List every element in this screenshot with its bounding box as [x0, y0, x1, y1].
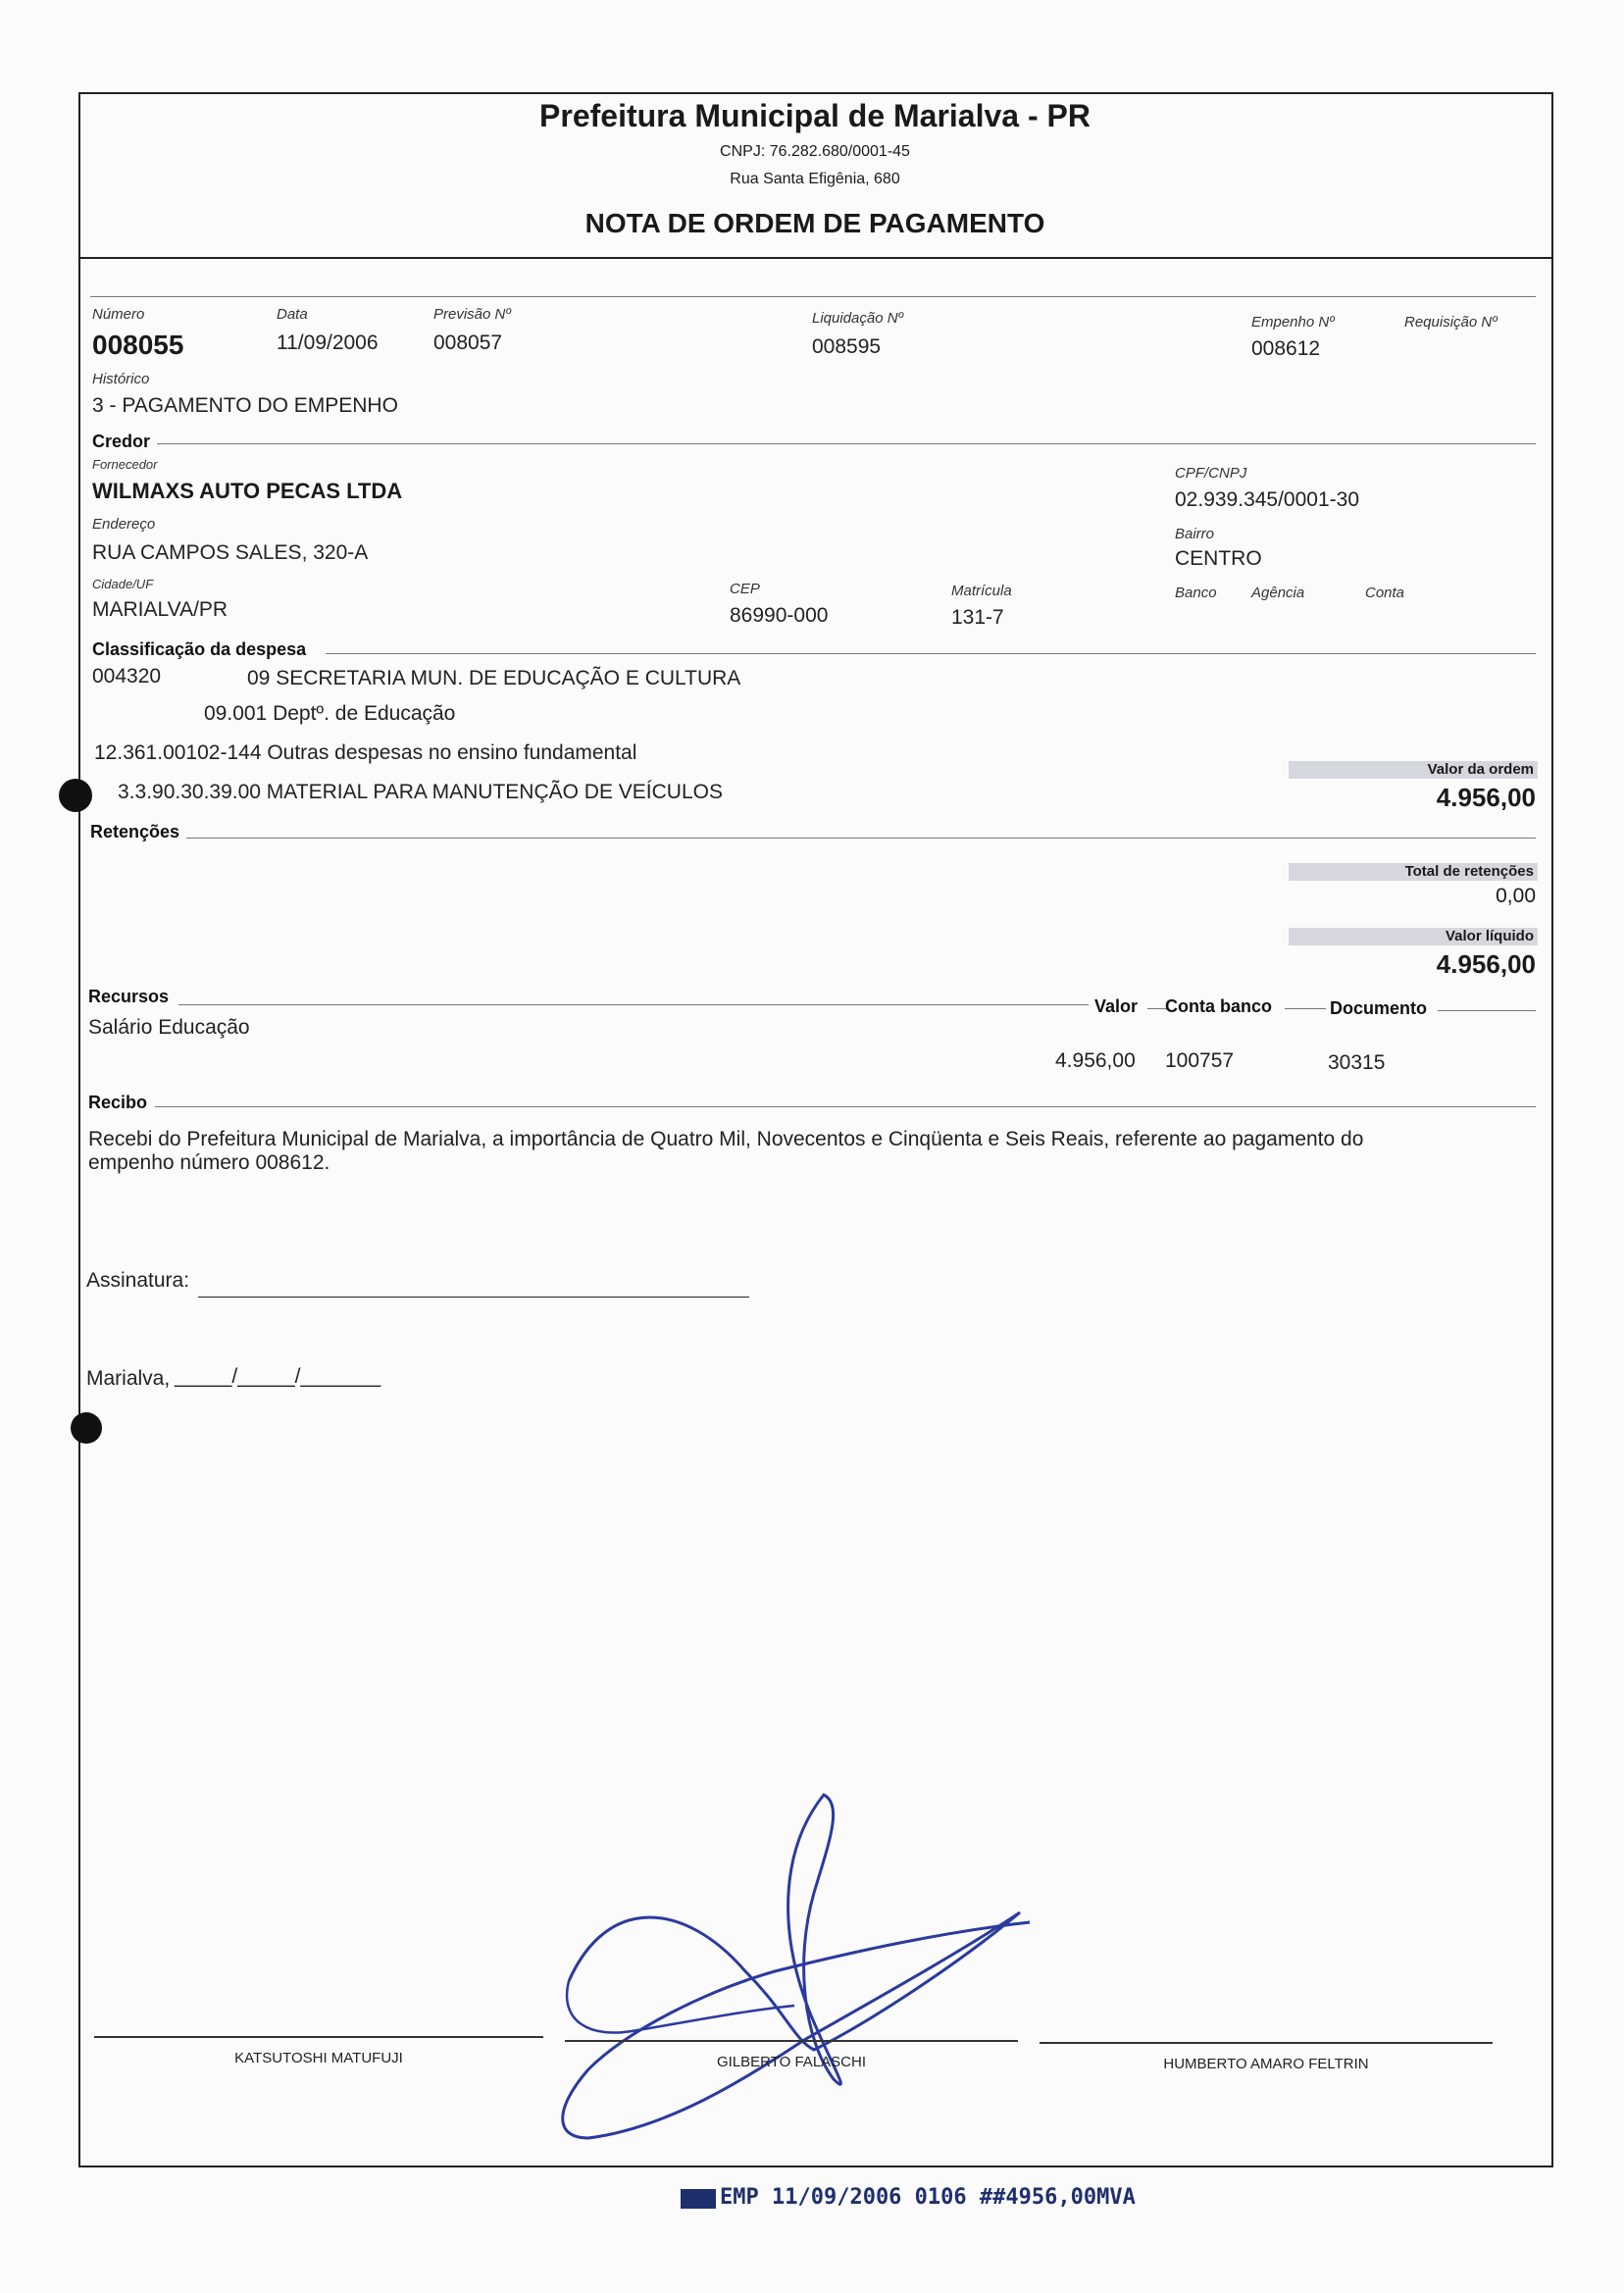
stamp-text: EMP 11/09/2006 0106 ##4956,00MVA [720, 2185, 1136, 2210]
recibo-section: Recibo [88, 1093, 148, 1112]
recibo-line [155, 1106, 1536, 1107]
previsao-label: Previsão Nº [433, 306, 511, 323]
recursos-documento-label: Documento [1330, 998, 1427, 1018]
punch-hole-top [59, 779, 92, 812]
header-divider [78, 257, 1551, 259]
recursos-line-4 [1438, 1010, 1536, 1011]
recursos-fonte: Salário Educação [88, 1016, 250, 1039]
recibo-text-2: empenho número 008612. [88, 1151, 330, 1174]
matricula-label: Matrícula [951, 583, 1012, 599]
recursos-line-3 [1285, 1008, 1326, 1009]
credor-section: Credor [92, 432, 151, 451]
bairro-label: Bairro [1175, 526, 1215, 542]
retencoes-section: Retenções [90, 822, 180, 841]
org-address: Rua Santa Efigênia, 680 [730, 171, 900, 187]
banco-label: Banco [1175, 585, 1217, 601]
endereco-label: Endereço [92, 516, 156, 533]
agencia-label: Agência [1251, 585, 1305, 601]
recursos-valor-label: Valor [1094, 996, 1139, 1016]
historico-value: 3 - PAGAMENTO DO EMPENHO [92, 394, 398, 417]
classificacao-secretaria: 09 SECRETARIA MUN. DE EDUCAÇÃO E CULTURA [247, 667, 741, 689]
recursos-conta-label: Conta banco [1165, 996, 1273, 1016]
valor-liquido-label: Valor líquido [1445, 928, 1534, 944]
fornecedor-label: Fornecedor [92, 457, 158, 472]
signatory-2: GILBERTO FALASCHI [717, 2054, 866, 2070]
top-divider [90, 296, 1536, 297]
total-retencoes-value: 0,00 [1496, 885, 1536, 907]
valor-liquido-value: 4.956,00 [1436, 949, 1536, 979]
classificacao-section: Classificação da despesa [92, 639, 307, 659]
liquidacao-value: 008595 [812, 335, 882, 358]
signature-line-1 [94, 2036, 543, 2038]
data-label: Data [277, 306, 308, 323]
recursos-section: Recursos [88, 987, 170, 1006]
cep-value: 86990-000 [730, 604, 829, 627]
classificacao-elemento: 3.3.90.30.39.00 MATERIAL PARA MANUTENÇÃO DE VEÍCULOS [118, 781, 723, 803]
recursos-line-2 [1147, 1008, 1167, 1009]
empenho-value: 008612 [1251, 337, 1321, 360]
local-date-blanks[interactable]: _____/_____/_______ [175, 1365, 381, 1388]
org-name: Prefeitura Municipal de Marialva - PR [539, 98, 1091, 133]
assinatura-field[interactable] [198, 1297, 749, 1298]
valor-ordem-value: 4.956,00 [1436, 783, 1536, 812]
empenho-label: Empenho Nº [1251, 314, 1335, 331]
numero-value: 008055 [92, 330, 184, 360]
signature-line-2 [565, 2040, 1018, 2042]
cpf-label: CPF/CNPJ [1175, 465, 1247, 482]
cep-label: CEP [730, 581, 760, 597]
credor-line [157, 443, 1536, 444]
recursos-documento: 30315 [1328, 1051, 1386, 1074]
signatory-1: KATSUTOSHI MATUFUJI [234, 2050, 403, 2066]
classificacao-funcional: 12.361.00102-144 Outras despesas no ensino fundamental [94, 741, 637, 764]
recursos-conta: 100757 [1165, 1049, 1235, 1072]
recursos-line [178, 1004, 1089, 1005]
retencoes-line [186, 838, 1536, 839]
punch-hole-bottom [71, 1412, 102, 1444]
document-title: NOTA DE ORDEM DE PAGAMENTO [584, 208, 1045, 238]
endereco-value: RUA CAMPOS SALES, 320-A [92, 541, 369, 564]
stamp-logo [681, 2189, 716, 2209]
classificacao-departamento: 09.001 Deptº. de Educação [204, 702, 456, 725]
local-label: Marialva, [86, 1367, 171, 1390]
signature-line-3 [1040, 2042, 1493, 2044]
bairro-value: CENTRO [1175, 547, 1262, 570]
liquidacao-label: Liquidação Nº [812, 310, 904, 327]
classificacao-line [326, 653, 1536, 654]
conta-label: Conta [1365, 585, 1405, 601]
total-retencoes-label: Total de retenções [1404, 863, 1534, 880]
valor-ordem-label: Valor da ordem [1427, 761, 1534, 778]
assinatura-label: Assinatura: [86, 1269, 190, 1292]
signatory-3: HUMBERTO AMARO FELTRIN [1163, 2056, 1369, 2072]
handwritten-signature [549, 1785, 1059, 2158]
fornecedor-value: WILMAXS AUTO PECAS LTDA [92, 479, 403, 503]
previsao-value: 008057 [433, 331, 503, 354]
recursos-valor: 4.956,00 [1055, 1049, 1136, 1072]
cidade-value: MARIALVA/PR [92, 598, 228, 621]
data-value: 11/09/2006 [277, 331, 379, 354]
matricula-value: 131-7 [951, 606, 1004, 629]
org-cnpj: CNPJ: 76.282.680/0001-45 [720, 143, 910, 160]
historico-label: Histórico [92, 371, 150, 387]
cidade-label: Cidade/UF [92, 577, 154, 591]
classificacao-code: 004320 [92, 665, 162, 688]
cpf-value: 02.939.345/0001-30 [1175, 488, 1360, 511]
numero-label: Número [92, 306, 145, 323]
recibo-text-1: Recebi do Prefeitura Municipal de Marialva, a importância de Quatro Mil, Novecentos e Cinqüenta e Seis Reais, referente ao pagamento do [88, 1128, 1364, 1150]
requisicao-label: Requisição Nº [1404, 314, 1497, 331]
